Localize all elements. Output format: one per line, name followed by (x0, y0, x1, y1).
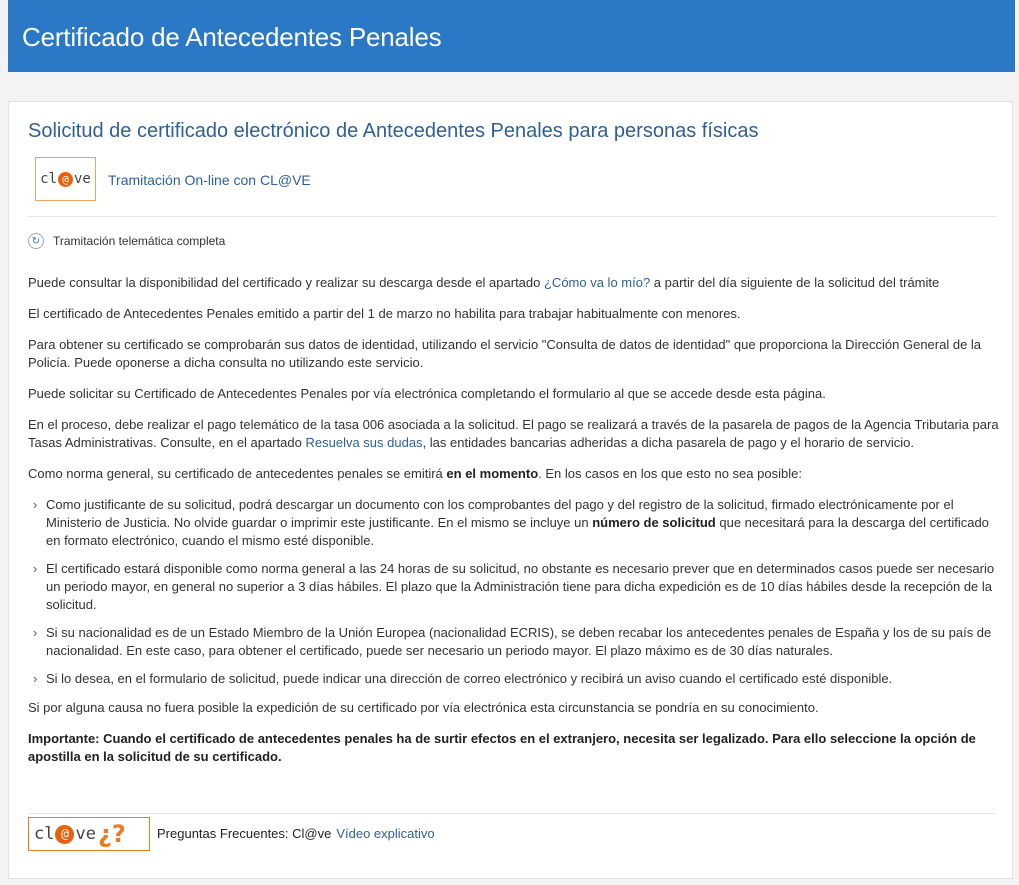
chevron-right-icon: › (33, 625, 38, 640)
clave-at-icon: @ (58, 172, 73, 187)
telematic-label: Tramitación telemática completa (53, 234, 226, 248)
chevron-right-icon: › (33, 497, 38, 512)
section-title: Solicitud de certificado electrónico de Antecedentes Penales para personas físicas (28, 120, 759, 142)
description (28, 274, 1000, 779)
question-icon: ¿? (97, 820, 126, 848)
paragraph-notice: Si por alguna causa no fuera posible la expedición de su certificado por vía electrónica esta circunstancia se pondría en su conocimiento. (28, 700, 819, 715)
faq-label: Preguntas Frecuentes: Cl@ve (157, 826, 332, 841)
paragraph-minors: El certificado de Antecedentes Penales emitido a partir del 1 de marzo no habilita para trabajar habitualmente con menores. (28, 306, 741, 321)
divider (28, 216, 996, 217)
refresh-icon: ↻ (28, 233, 44, 249)
clave-at-icon: @ (55, 825, 74, 844)
chevron-right-icon: › (33, 561, 38, 576)
content-panel (8, 101, 1013, 879)
list-item: › Si su nacionalidad es de un Estado Miembro de la Unión Europea (nacionalidad ECRIS), se deben recabar los antecedentes penales de España y los de su país de nacionalidad. En este caso, para obtener el certificado, puede ser necesario un periodo mayor. El plazo máximo es de 30 días naturales. (33, 625, 992, 658)
paragraph-availability: Puede consultar la disponibilidad del certificado y realizar su descarga desde el apartado ¿Cómo va lo mío? a partir del día siguiente de la solicitud del trámite (28, 275, 940, 290)
top-banner (8, 0, 1015, 72)
divider (28, 813, 996, 814)
clave-logo[interactable]: cl @ ve (35, 157, 96, 201)
faq-line (157, 826, 435, 841)
paragraph-payment: En el proceso, debe realizar el pago telemático de la tasa 006 asociada a la solicitud. El pago se realizará a través de la pasarela de pagos de la Agencia Tributaria para Tasas Administrativas. Consulte, en el apartado Resuelva sus dudas, las entidades bancarias adheridas a dicha pasarela de pago y el horario de servicio. (28, 417, 999, 450)
como-va-lo-mio-link[interactable]: ¿Cómo va lo mío? (543, 275, 651, 290)
video-link[interactable]: Vídeo explicativo (336, 826, 435, 841)
clave-online-link[interactable]: Tramitación On-line con CL@VE (108, 172, 311, 188)
list-item: › El certificado estará disponible como norma general a las 24 horas de su solicitud, no obstante es necesario prever que en determinados casos puede ser necesario un periodo mayor, en general no superior a 3 días hábiles. El plazo que la Administración tiene para dicha expedición es de 10 días hábiles desde la recepción de la solicitud. (33, 561, 995, 612)
list-item: › Si lo desea, en el formulario de solicitud, puede indicar una dirección de correo electrónico y recibirá un aviso cuando el certificado esté disponible. (33, 671, 893, 686)
conditions-list (28, 496, 1000, 688)
paragraph-request: Puede solicitar su Certificado de Antecedentes Penales por vía electrónica completando el formulario al que se accede desde esta página. (28, 386, 826, 401)
important-note: Importante: Cuando el certificado de antecedentes penales ha de surtir efectos en el extranjero, necesita ser legalizado. Para ello seleccione la opción de apostilla en la solicitud de su certificado. (28, 731, 976, 764)
resuelva-dudas-link[interactable]: Resuelva sus dudas (305, 435, 423, 450)
telematic-badge (28, 233, 225, 249)
paragraph-identity: Para obtener su certificado se comprobarán sus datos de identidad, utilizando el servicio "Consulta de datos de identidad" que proporciona la Dirección General de la Policía. Puede oponerse a dicha consulta no utilizando este servicio. (28, 337, 982, 370)
chevron-right-icon: › (33, 671, 38, 686)
paragraph-general-rule: Como norma general, su certificado de antecedentes penales se emitirá en el momento. En los casos en los que esto no sea posible: (28, 466, 802, 481)
list-item: › Como justificante de su solicitud, podrá descargar un documento con los comprobantes del pago y del registro de la solicitud, firmado electrónicamente por el Ministerio de Justicia. No olvide guardar o imprimir este justificante. En el mismo se incluye un número de solicitud que necesitará para la descarga del certificado en formato electrónico, cuando el mismo esté disponible. (33, 497, 989, 548)
page-title: Certificado de Antecedentes Penales (22, 22, 442, 52)
clave-faq-logo[interactable]: cl @ ve ¿? (28, 817, 150, 851)
